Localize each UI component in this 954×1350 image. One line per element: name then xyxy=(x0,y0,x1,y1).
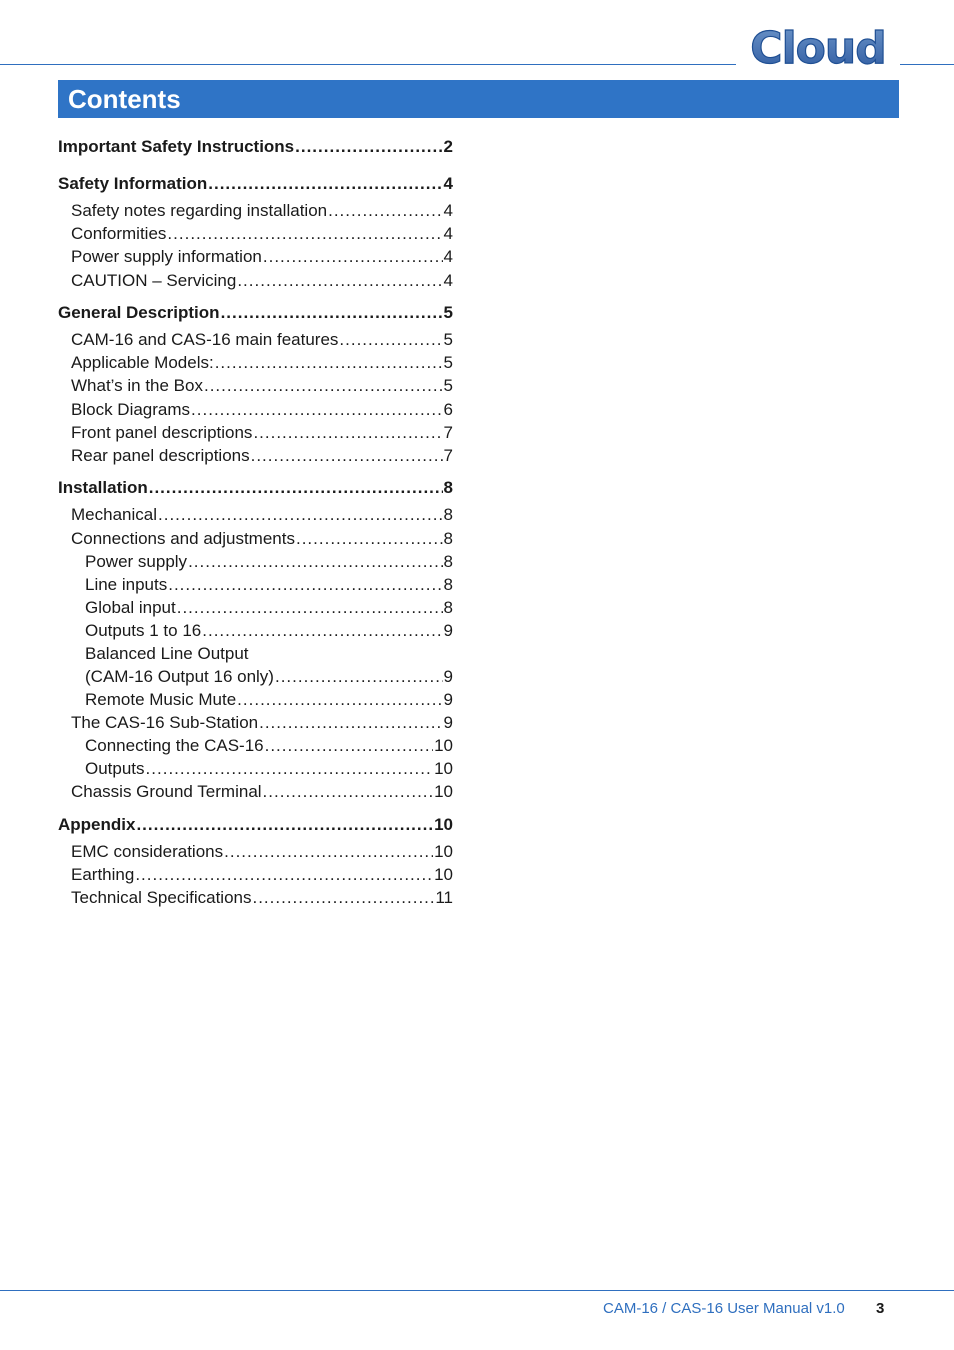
toc-entry-page: 10 xyxy=(434,782,453,801)
footer-title: CAM-16 / CAS-16 User Manual v1.0 xyxy=(603,1300,845,1317)
toc-entry-page: 8 xyxy=(443,575,453,594)
toc-entry-title: Connecting the CAS-16 xyxy=(85,736,264,755)
toc-entry-title: Appendix xyxy=(58,815,136,834)
header-rule-right xyxy=(900,64,954,65)
toc-dot-leader xyxy=(275,666,443,688)
toc-dot-leader xyxy=(265,735,433,757)
toc-entry-page: 9 xyxy=(443,690,453,709)
toc-entry-title: Power supply information xyxy=(71,247,262,266)
toc-dot-leader xyxy=(252,887,434,909)
toc-section-entry[interactable] xyxy=(58,814,453,836)
toc-entry-page: 5 xyxy=(443,353,453,372)
toc-entry[interactable] xyxy=(85,689,453,711)
toc-entry-title: Safety Information xyxy=(58,174,208,193)
toc-section-entry[interactable] xyxy=(58,302,453,324)
toc-entry-page: 9 xyxy=(443,713,453,732)
toc-entry[interactable] xyxy=(71,329,453,351)
toc-entry-page: 5 xyxy=(443,330,453,349)
toc-entry-page: 7 xyxy=(443,446,453,465)
toc-entry-page: 2 xyxy=(443,137,453,156)
toc-entry-title: CAM-16 and CAS-16 main features xyxy=(71,330,339,349)
toc-entry-title: Conformities xyxy=(71,224,167,243)
toc-entry-page: 4 xyxy=(443,174,453,193)
toc-dot-leader xyxy=(168,574,442,596)
toc-entry[interactable] xyxy=(85,574,453,596)
page-title: Contents xyxy=(68,84,181,114)
toc-entry-title: Remote Music Mute xyxy=(85,690,237,709)
toc-dot-leader xyxy=(259,712,442,734)
toc-entry[interactable] xyxy=(71,246,453,268)
toc-entry-title: Installation xyxy=(58,478,148,497)
toc-entry[interactable] xyxy=(71,399,453,421)
toc-entry[interactable] xyxy=(85,597,453,619)
toc-dot-leader xyxy=(263,246,443,268)
toc-entry-title: CAUTION – Servicing xyxy=(71,271,237,290)
toc-entry-page: 6 xyxy=(443,400,453,419)
toc-entry-title: Global input xyxy=(85,598,176,617)
toc-entry-title: Applicable Models: xyxy=(71,353,214,372)
toc-entry-page: 8 xyxy=(443,478,453,497)
toc-entry-page: 10 xyxy=(434,842,453,861)
toc-entry-title: Technical Specifications xyxy=(71,888,252,907)
toc-entry-page: 8 xyxy=(443,505,453,524)
toc-dot-leader xyxy=(339,329,442,351)
toc-entry[interactable] xyxy=(71,445,453,467)
header-rule-left xyxy=(0,64,736,65)
toc-section-entry[interactable] xyxy=(58,136,453,158)
toc-dot-leader xyxy=(328,200,442,222)
toc-entry-page: 4 xyxy=(443,271,453,290)
toc-dot-leader xyxy=(296,528,443,550)
toc-entry-page: 7 xyxy=(443,423,453,442)
toc-dot-leader xyxy=(136,814,433,836)
toc-entry[interactable] xyxy=(71,504,453,526)
toc-dot-leader xyxy=(215,352,443,374)
toc-dot-leader xyxy=(146,758,434,780)
toc-entry-page: 10 xyxy=(434,759,453,778)
toc-entry[interactable] xyxy=(85,551,453,573)
toc-entry-title: Earthing xyxy=(71,865,135,884)
toc-entry[interactable] xyxy=(71,200,453,222)
toc-entry[interactable] xyxy=(71,270,453,292)
toc-entry-page: 9 xyxy=(443,667,453,686)
toc-entry-title: EMC considerations xyxy=(71,842,224,861)
toc-entry-title: Safety notes regarding installation xyxy=(71,201,328,220)
toc-entry[interactable] xyxy=(85,735,453,757)
toc-entry[interactable] xyxy=(85,666,453,688)
toc-entry-title: Connections and adjustments xyxy=(71,529,295,548)
toc-section-entry[interactable] xyxy=(58,477,453,499)
toc-entry-page: 5 xyxy=(443,303,453,322)
toc-dot-leader xyxy=(177,597,443,619)
toc-dot-leader xyxy=(208,173,442,195)
toc-entry-page: 9 xyxy=(443,621,453,640)
toc-entry[interactable] xyxy=(71,864,453,886)
toc-entry[interactable] xyxy=(71,887,453,909)
toc-entry-title: The CAS-16 Sub-Station xyxy=(71,713,259,732)
toc-entry-page: 5 xyxy=(443,376,453,395)
toc-entry-title: Important Safety Instructions xyxy=(58,137,295,156)
toc-entry[interactable] xyxy=(71,422,453,444)
toc-entry-title: Balanced Line Output xyxy=(85,644,249,663)
logo-text: Cloud xyxy=(750,26,886,70)
toc-entry[interactable] xyxy=(71,223,453,245)
toc-entry-page: 8 xyxy=(443,552,453,571)
toc-dot-leader xyxy=(149,477,443,499)
toc-dot-leader xyxy=(253,422,442,444)
toc-entry-title: Outputs xyxy=(85,759,145,778)
toc-entry-page: 11 xyxy=(435,888,453,907)
toc-entry-page: 8 xyxy=(443,598,453,617)
toc-entry[interactable] xyxy=(71,375,453,397)
toc-dot-leader xyxy=(237,270,442,292)
toc-dot-leader xyxy=(263,781,434,803)
toc-dot-leader xyxy=(251,445,443,467)
toc-entry-title: Rear panel descriptions xyxy=(71,446,250,465)
toc-dot-leader xyxy=(295,136,442,158)
toc-dot-leader xyxy=(221,302,443,324)
toc-entry[interactable] xyxy=(71,712,453,734)
cloud-logo-mark xyxy=(750,26,886,70)
toc-dot-leader xyxy=(237,689,442,711)
toc-dot-leader xyxy=(188,551,442,573)
toc-dot-leader xyxy=(202,620,442,642)
toc-entry-page: 4 xyxy=(443,201,453,220)
toc-entry[interactable] xyxy=(71,352,453,374)
toc-entry-title: Chassis Ground Terminal xyxy=(71,782,262,801)
toc-dot-leader xyxy=(191,399,442,421)
toc-entry-page: 10 xyxy=(434,736,453,755)
cloud-logo xyxy=(746,24,890,72)
footer-rule xyxy=(0,1290,954,1291)
toc-entry[interactable] xyxy=(85,620,453,642)
toc-entry-title: Mechanical xyxy=(71,505,157,524)
toc-entry-title: (CAM-16 Output 16 only) xyxy=(85,667,274,686)
toc-entry[interactable] xyxy=(85,758,453,780)
toc-entry[interactable] xyxy=(71,528,453,550)
toc-entry-title: Line inputs xyxy=(85,575,168,594)
toc-entry-title: What’s in the Box xyxy=(71,376,203,395)
toc-dot-leader xyxy=(135,864,433,886)
toc-entry-title: Outputs 1 to 16 xyxy=(85,621,202,640)
toc-dot-leader xyxy=(158,504,443,526)
toc-entry[interactable] xyxy=(71,781,453,803)
toc-entry[interactable] xyxy=(71,841,453,863)
toc-entry-title: Block Diagrams xyxy=(71,400,191,419)
toc-entry-title: Power supply xyxy=(85,552,188,571)
toc-entry-page: 10 xyxy=(434,815,453,834)
contents-banner xyxy=(58,80,899,118)
toc-entry-page: 4 xyxy=(443,247,453,266)
toc-entry-title: Front panel descriptions xyxy=(71,423,253,442)
toc-entry-title: General Description xyxy=(58,303,220,322)
toc-dot-leader xyxy=(204,375,443,397)
toc-entry[interactable] xyxy=(85,643,249,665)
toc-section-entry[interactable] xyxy=(58,173,453,195)
footer-page-number: 3 xyxy=(876,1300,885,1317)
toc-dot-leader xyxy=(167,223,442,245)
toc-entry-page: 10 xyxy=(434,865,453,884)
toc-entry-page: 4 xyxy=(443,224,453,243)
toc-entry-page: 8 xyxy=(443,529,453,548)
toc-dot-leader xyxy=(224,841,433,863)
